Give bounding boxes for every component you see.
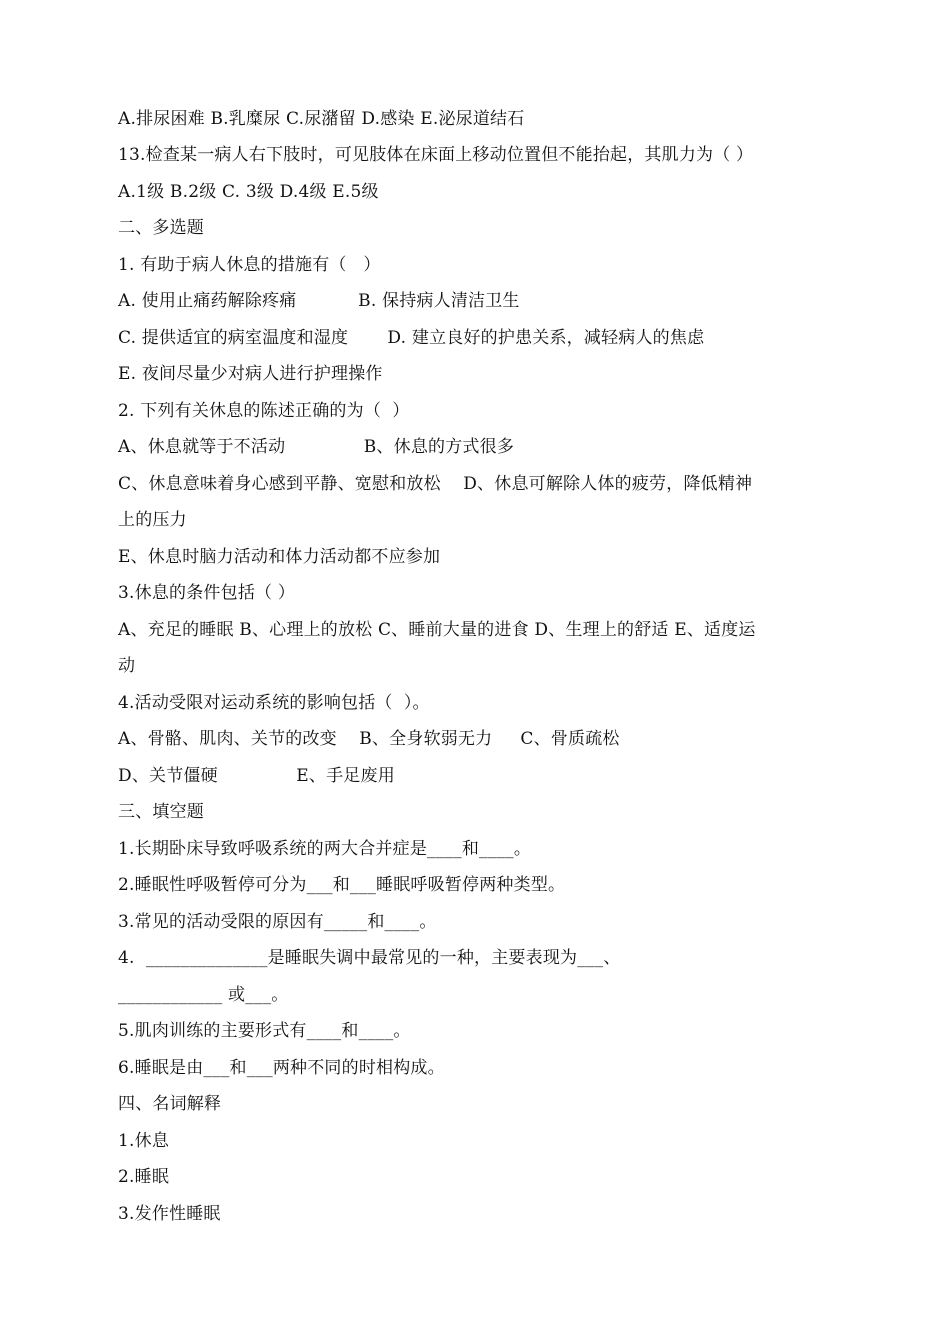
section-heading: 三、填空题 (118, 802, 204, 822)
question-line: 13.检查某一病人右下肢时，可见肢体在床面上移动位置但不能抬起，其肌力为（ ） (118, 145, 754, 165)
option-line-continued: 上的压力 (118, 510, 187, 530)
option-line-continued: 动 (118, 656, 136, 676)
option-line: A.排尿困难 B.乳糜尿 C.尿潴留 D.感染 E.泌尿道结石 (118, 109, 525, 129)
option-line: A.1级 B.2级 C. 3级 D.4级 E.5级 (118, 182, 379, 202)
term-item: 2.睡眠 (118, 1167, 170, 1187)
option-line: A、骨骼、肌肉、关节的改变 B、全身软弱无力 C、骨质疏松 (118, 729, 620, 749)
question-line: 4.活动受限对运动系统的影响包括（ ）。 (118, 693, 430, 713)
fill-blank-line: 5.肌肉训练的主要形式有____和____。 (118, 1021, 411, 1041)
fill-blank-line: 2.睡眠性呼吸暂停可分为___和___睡眠呼吸暂停两种类型。 (118, 875, 566, 895)
option-line: C、休息意味着身心感到平静、宽慰和放松 D、休息可解除人体的疲劳，降低精神 (118, 474, 753, 494)
fill-blank-line-continued: ____________ 或___。 (118, 985, 289, 1005)
option-line: D、关节僵硬 E、手足废用 (118, 766, 395, 786)
fill-blank-line: 4. ______________是睡眠失调中最常见的一种，主要表现为___、 (118, 948, 621, 968)
option-line: A. 使用止痛药解除疼痛 B. 保持病人清洁卫生 (118, 291, 520, 311)
section-heading: 二、多选题 (118, 218, 204, 238)
question-line: 3.休息的条件包括（ ） (118, 583, 296, 603)
term-item: 3.发作性睡眠 (118, 1204, 221, 1224)
option-line: A、休息就等于不活动 B、休息的方式很多 (118, 437, 515, 457)
fill-blank-line: 3.常见的活动受限的原因有_____和____。 (118, 912, 437, 932)
question-line: 2. 下列有关休息的陈述正确的为（ ） (118, 401, 410, 421)
option-line: E、休息时脑力活动和体力活动都不应参加 (118, 547, 441, 567)
option-line: C. 提供适宜的病室温度和湿度 D. 建立良好的护患关系，减轻病人的焦虑 (118, 328, 705, 348)
fill-blank-line: 1.长期卧床导致呼吸系统的两大合并症是____和____。 (118, 839, 532, 859)
question-line: 1. 有助于病人休息的措施有（ ） (118, 255, 381, 275)
section-heading: 四、名词解释 (118, 1094, 222, 1114)
option-line: E. 夜间尽量少对病人进行护理操作 (118, 364, 383, 384)
fill-blank-line: 6.睡眠是由___和___两种不同的时相构成。 (118, 1058, 445, 1078)
term-item: 1.休息 (118, 1131, 170, 1151)
option-line: A、充足的睡眠 B、心理上的放松 C、睡前大量的进食 D、生理上的舒适 E、适度运 (118, 620, 756, 640)
